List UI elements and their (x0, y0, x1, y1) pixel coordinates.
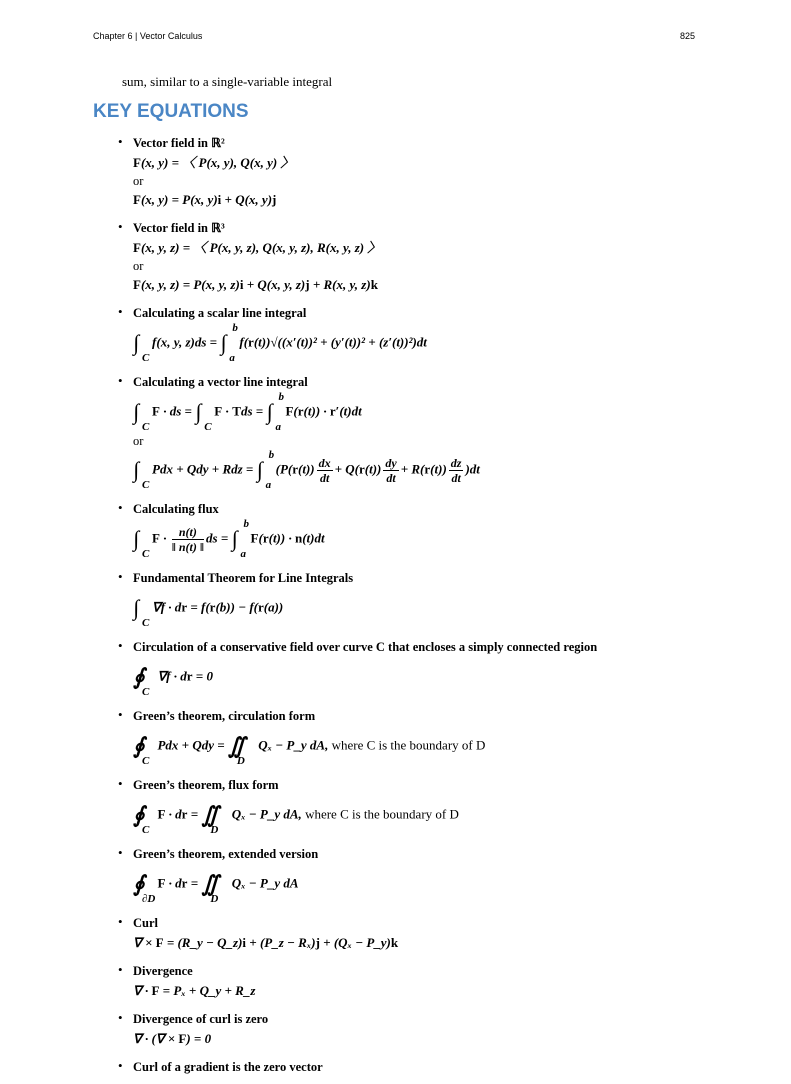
integral-symbol: ∮ (133, 664, 145, 689)
math-bold: F (152, 530, 160, 546)
integral-sign (133, 323, 152, 364)
item-label: • Calculating a scalar line integral (133, 306, 307, 320)
integral-sign (133, 450, 152, 491)
lower-limit: a (275, 421, 281, 433)
item-label: • Divergence of curl is zero (133, 1012, 269, 1026)
list-item (118, 569, 758, 630)
item-label: • Divergence (133, 964, 193, 978)
integral-symbol: ∫ (133, 526, 140, 551)
math-bold: r (181, 599, 188, 615)
integral-symbol: ∫ (133, 330, 140, 355)
math-bold: i (217, 192, 222, 207)
equation (133, 237, 758, 259)
item-label: • Curl of a gradient is the zero vector (133, 1060, 323, 1074)
math-text: · d (165, 806, 182, 822)
math-text: (t)dt (339, 403, 362, 419)
lower-limit: C (142, 755, 150, 767)
integral-symbol: ∮ (133, 871, 145, 896)
math-text: )dt (465, 461, 480, 477)
math-text: ∇ · (133, 983, 152, 998)
math-text: · (159, 530, 170, 546)
math-bold: F (133, 192, 141, 207)
lower-limit: a (240, 548, 246, 560)
integral-symbol: ∮ (133, 733, 145, 758)
list-item (118, 134, 758, 211)
upper-limit: b (243, 518, 249, 530)
math-text: f( (239, 334, 249, 350)
math-text: (x, y) = 〈 P(x, y), Q(x, y) 〉 (140, 155, 294, 170)
section-title: KEY EQUATIONS (93, 101, 249, 122)
list-item (118, 1010, 758, 1050)
math-text: Qₓ − P_y dA, (258, 737, 329, 753)
math-text: + Q(x, y, z) (243, 277, 306, 292)
math-bold: r (257, 599, 264, 615)
integral-sign (133, 588, 152, 629)
integral-sign (133, 864, 157, 905)
or-text: or (133, 259, 144, 273)
equation (133, 1028, 758, 1050)
lower-limit: C (142, 686, 150, 698)
math-text: ) = 0 (186, 1031, 212, 1046)
math-bold: i (239, 277, 244, 292)
integral-sign (232, 519, 251, 560)
integral-sign (228, 726, 258, 767)
math-text: (t)) (364, 461, 382, 477)
lower-limit: D (210, 824, 219, 836)
lower-limit: C (142, 352, 150, 364)
integral-sign (195, 392, 214, 433)
math-text: f(x, y, z)ds = (152, 334, 221, 350)
math-text: ∇f · d (157, 668, 187, 684)
math-text: (t)) · (303, 403, 330, 419)
math-text: = Pₓ + Q_y + R_z (159, 983, 256, 998)
math-text: ∇ × (133, 935, 156, 950)
list-item (118, 776, 758, 837)
denominator: dt (451, 471, 461, 485)
list-item (118, 373, 758, 492)
chapter-header: Chapter 6 | Vector Calculus (93, 31, 203, 41)
item-label: • Green’s theorem, flux form (133, 778, 279, 792)
math-bold: F (250, 530, 259, 546)
upper-limit: b (232, 322, 238, 334)
upper-limit: b (268, 449, 275, 461)
math-bold: F (152, 403, 160, 419)
list-item (118, 304, 758, 365)
equation (133, 391, 758, 434)
math-text: (t))√((x′(t))² + (y′(t))² + (z′(t))²)dt (253, 334, 427, 350)
math-bold: r (292, 461, 299, 477)
fraction (383, 456, 398, 485)
fraction (449, 456, 464, 485)
equation (133, 152, 758, 174)
math-text: (a)) (263, 599, 284, 615)
integral-symbol: ∬ (227, 733, 246, 758)
item-label: • Green’s theorem, circulation form (133, 709, 316, 723)
math-bold: F (157, 806, 166, 822)
fraction (172, 525, 204, 554)
math-text: (x, y) = P(x, y) (140, 192, 218, 207)
integral-sign (133, 726, 157, 767)
equation-list (118, 134, 758, 1084)
integral-sign (201, 795, 231, 836)
item-label: • Calculating a vector line integral (133, 375, 308, 389)
math-text: = (187, 806, 202, 822)
numerator: n(t) (172, 525, 204, 540)
integral-sign (220, 323, 239, 364)
math-text: Pdx + Qdy = (157, 737, 228, 753)
math-text: = f( (187, 599, 210, 615)
list-item (118, 962, 758, 1002)
math-text: (b)) − f( (215, 599, 258, 615)
numerator: dy (385, 456, 397, 470)
math-text: ( (293, 403, 298, 419)
integral-symbol: ∫ (220, 330, 227, 355)
lower-limit: D (210, 893, 219, 905)
math-text: · d (165, 875, 182, 891)
equation (133, 656, 758, 699)
denominator: dt (319, 471, 330, 485)
math-text: (t)dt (302, 530, 325, 546)
integral-sign (201, 864, 231, 905)
upper-limit: b (278, 391, 284, 403)
lower-limit: C (142, 479, 150, 491)
math-text: (P( (275, 461, 293, 477)
math-text: ∇ · (∇ × (133, 1031, 179, 1046)
integral-symbol: ∫ (133, 595, 140, 620)
integral-symbol: ∬ (201, 871, 219, 896)
lower-limit: a (229, 352, 235, 364)
integral-sign (133, 657, 157, 698)
list-item (118, 845, 758, 906)
math-bold: j (272, 192, 277, 207)
math-text: + (P_z − Rₓ) (246, 935, 316, 950)
lower-limit: C (142, 617, 150, 629)
lower-limit: C (204, 421, 212, 433)
lower-limit: a (265, 479, 272, 491)
math-bold: r (181, 806, 188, 822)
math-bold: r (424, 461, 431, 477)
math-text: (x, y, z) = P(x, y, z) (140, 277, 240, 292)
math-text: Qₓ − P_y dA, (231, 806, 302, 822)
page-number: 825 (680, 31, 696, 41)
integral-symbol: ∫ (195, 399, 202, 424)
math-bold: i (242, 935, 247, 950)
denominator: ‖ n(t) ‖ (171, 540, 205, 554)
integral-symbol: ∫ (256, 457, 263, 482)
integral-sign (257, 450, 276, 491)
list-item (118, 219, 758, 296)
integral-symbol: ∫ (266, 399, 273, 424)
item-label: • Vector field in ℝ² (133, 136, 225, 150)
equation (133, 449, 758, 492)
math-bold: n (294, 530, 303, 546)
equation (133, 274, 758, 296)
lower-limit: C (142, 548, 150, 560)
math-bold: F (155, 935, 164, 950)
math-text: · ds = (159, 403, 196, 419)
item-label: • Curl (133, 916, 158, 930)
note-text: where C is the boundary of D (328, 737, 486, 753)
equation (133, 725, 758, 768)
math-bold: F (285, 403, 294, 419)
equation (133, 189, 758, 211)
list-item (118, 1058, 758, 1076)
math-bold: F (151, 983, 160, 998)
list-item (118, 638, 758, 699)
math-bold: F (133, 155, 141, 170)
math-text: (t)) (430, 461, 447, 477)
math-text: + Q(x, y) (221, 192, 273, 207)
list-item (118, 914, 758, 954)
math-bold: r (297, 403, 304, 419)
math-text: + (Qₓ − P_y) (319, 935, 391, 950)
integral-sign (133, 519, 152, 560)
or-text: or (133, 434, 144, 448)
integral-symbol: ∬ (201, 802, 219, 827)
equation (133, 980, 758, 1002)
equation (133, 587, 758, 630)
equation (133, 794, 758, 837)
math-bold: r (248, 334, 254, 350)
fraction (317, 456, 333, 485)
lower-limit: C (142, 421, 150, 433)
equation (133, 863, 758, 906)
integral-sign (133, 392, 152, 433)
equation (133, 322, 758, 365)
math-text: = (187, 875, 202, 891)
math-text: (t)) · (268, 530, 295, 546)
math-text: = 0 (192, 668, 213, 684)
math-text: ds = (206, 530, 232, 546)
equation (133, 518, 758, 561)
math-bold: j (315, 935, 320, 950)
math-bold: F (133, 277, 141, 292)
math-bold: r′ (329, 403, 340, 419)
denominator: dt (386, 471, 396, 485)
equation (133, 932, 758, 954)
lower-limit: C (142, 824, 150, 836)
math-text: Qₓ − P_y dA (231, 875, 299, 891)
item-label: • Vector field in ℝ³ (133, 221, 225, 235)
integral-symbol: ∫ (231, 526, 238, 551)
math-bold: F (157, 875, 166, 891)
math-bold: F (133, 240, 141, 255)
or-text: or (133, 174, 144, 188)
math-text: ∇f · d (152, 599, 182, 615)
math-bold: F (178, 1031, 187, 1046)
item-label: • Circulation of a conservative field over curve C that encloses a simply connected region (133, 640, 598, 654)
item-label: • Green’s theorem, extended version (133, 847, 319, 861)
math-bold: r (186, 668, 193, 684)
numerator: dx (318, 456, 331, 470)
math-text: + Q( (334, 461, 359, 477)
math-text: + R(x, y, z) (309, 277, 371, 292)
math-bold: r (209, 599, 216, 615)
math-text: + R( (400, 461, 425, 477)
item-label: • Fundamental Theorem for Line Integrals (133, 571, 354, 585)
integral-symbol: ∫ (133, 457, 140, 482)
item-label: • Calculating flux (133, 502, 219, 516)
math-bold: F · T (214, 403, 241, 419)
numerator: dz (450, 456, 462, 470)
math-bold: j (305, 277, 310, 292)
math-text: = (R_y − Q_z) (163, 935, 243, 950)
intro-text: sum, similar to a single-variable integral (122, 74, 333, 89)
lower-limit: ∂D (142, 893, 156, 905)
note-text: where C is the boundary of D (301, 806, 459, 822)
math-bold: k (390, 935, 399, 950)
integral-symbol: ∮ (133, 802, 145, 827)
math-text: ( (258, 530, 263, 546)
math-bold: r (359, 461, 365, 477)
math-text: ds = (240, 403, 267, 419)
math-text: (x, y, z) = 〈 P(x, y, z), Q(x, y, z), R(x, y, z) 〉 (140, 240, 381, 255)
math-bold: k (370, 277, 378, 292)
math-text: (t)) (298, 461, 315, 477)
lower-limit: D (236, 755, 245, 767)
integral-symbol: ∫ (133, 399, 140, 424)
math-text: Pdx + Qdy + Rdz = (152, 461, 257, 477)
integral-sign (266, 392, 285, 433)
math-bold: r (262, 530, 269, 546)
math-bold: r (181, 875, 188, 891)
list-item (118, 500, 758, 561)
integral-sign (133, 795, 157, 836)
list-item (118, 707, 758, 768)
